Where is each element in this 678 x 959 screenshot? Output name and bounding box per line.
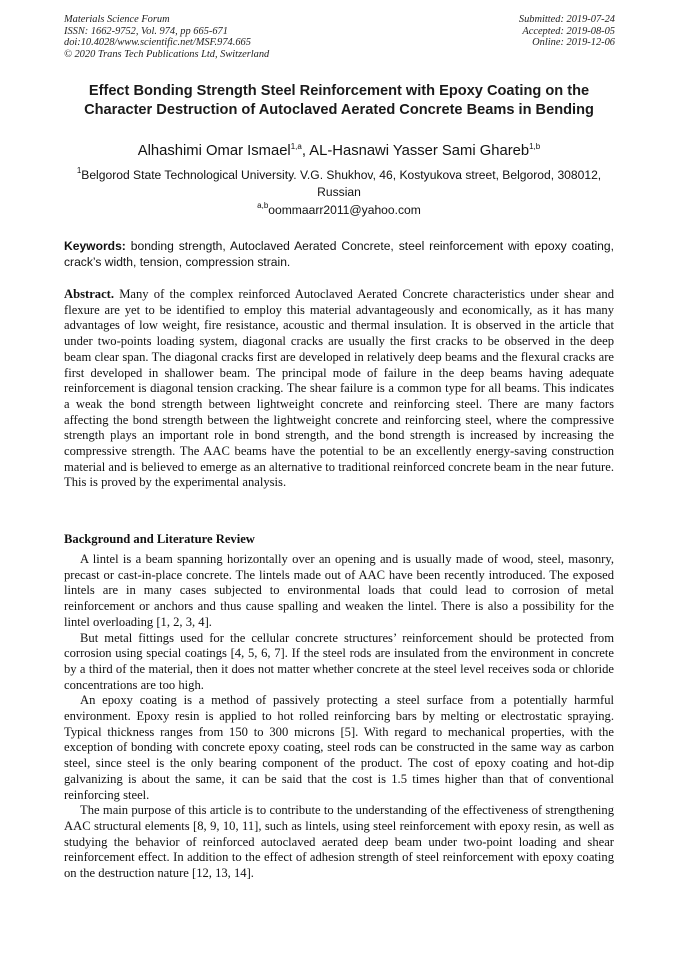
online-date: Online: 2019-12-06: [532, 37, 615, 49]
author-name: Alhashimi Omar Ismael: [137, 143, 291, 159]
author-separator: ,: [301, 143, 310, 159]
affiliation-superscript: 1: [76, 166, 82, 175]
paper-title: Effect Bonding Strength Steel Reinforcement with Epoxy Coating on the Character Destruction of Autoclaved Aerated Concrete Beams in Bending: [84, 83, 594, 118]
author-superscript: 1,b: [529, 142, 541, 151]
author-superscript: 1,a: [290, 142, 302, 151]
keywords: [64, 238, 614, 270]
accepted-date: Accepted: 2019-08-05: [522, 25, 615, 37]
issn-line: ISSN: 1662-9752, Vol. 974, pp 665-671: [64, 25, 228, 37]
abstract: [64, 287, 614, 491]
submitted-date: Submitted: 2019-07-24: [518, 14, 615, 25]
affiliation: [62, 167, 616, 201]
body-paragraph: An epoxy coating is a method of passively protecting a steel surface from a potentially harmful environment. Epoxy resin is applied to hot rolled reinforcing bars by melting or electrostatic spraying. Typical thickness ranges from 150 to 300 microns [5]. With regard to mechanical properties, with the exception of bonding with concrete epoxy coating, steel rods can be constructed in the same way as carbon steel, since steel is the only bearing component of the product. The cost of epoxy coating and hot-dip galvanizing is about the same, it can be said that the cost is 1.5 times higher than that of conventional reinforcing steel.: [64, 693, 614, 802]
body-paragraph: A lintel is a beam spanning horizontally over an opening and is usually made of wood, steel, masonry, precast or cast-in-place concrete. The lintels made out of AAC have been recently introduced. The exposed lintels are in many cases subjected to environmental loads that could lead to corrosion of metal reinforcement or anchors and thus cause spalling and weaken the lintel. There is also a possibility for the lintel overloading [1, 2, 3, 4].: [64, 552, 614, 629]
section-body: [64, 552, 614, 882]
author-name: AL-Hasnawi Yasser Sami Ghareb: [309, 143, 530, 159]
abstract-label: Abstract.: [64, 287, 115, 301]
copyright-line: © 2020 Trans Tech Publications Ltd, Switzerland: [64, 48, 270, 60]
body-paragraph: But metal fittings used for the cellular concrete structures’ reinforcement should be protected from corrosion using special coatings [4, 5, 6, 7]. If the steel rods are insulated from the environment in concrete by a third of the material, then it does not matter whether concrete at the steel level receives soda or chloride concentrations are too high.: [64, 630, 614, 692]
email-superscript: a,b: [257, 201, 269, 210]
keywords-label: Keywords:: [64, 239, 126, 253]
journal-name: Materials Science Forum: [64, 14, 170, 25]
publication-dates: [519, 14, 615, 49]
section-heading: Background and Literature Review: [64, 532, 255, 546]
keywords-text: bonding strength, Autoclaved Aerated Concrete, steel reinforcement with epoxy coating, crack’s width, tension, compression strain.: [64, 239, 614, 269]
email-address[interactable]: oommaarr2011@yahoo.com: [268, 203, 421, 217]
affiliation-text: Belgorod State Technological University. V.G. Shukhov, 46, Kostyukova street, Belgorod, 308012, Russian: [81, 168, 602, 199]
journal-info: [64, 14, 269, 60]
abstract-text: Many of the complex reinforced Autoclaved Aerated Concrete characteristics under shear and flexure are yet to be identified to employ this material advantageously and economically, as it has many advantages of low weight, fire resistance, acoustic and thermal insulation. It is observed in the article that under two-points loading system, diagonal cracks are usually the first cracks to be observed in the deep beam clear span. The diagonal cracks first are developed in relatively deep beams and the flexural cracks are first developed in shallower beam. The principal mode of failure in the deep beams having adequate reinforcement is diagonal tension cracking. The shear failure is a common type for all beams. This indicates a weak the bond strength between lightweight concrete and reinforcing steel. There are many factors affecting the bond strength between the lightweight concrete and reinforcing steel, where the compressive strength plays an important role in bond strength, and the bond strength is increased by increasing the compressive strength. The AAC beams have the potential to be an excellently energy-saving construction material and is believed to emerge as an alternative to traditional reinforced concrete beam in the near future. This is proved by the experimental analysis.: [64, 287, 614, 490]
email-line: [62, 203, 616, 218]
doi-line: doi:10.4028/www.scientific.net/MSF.974.665: [64, 37, 251, 49]
body-paragraph: The main purpose of this article is to contribute to the understanding of the effectiveness of strengthening AAC structural elements [8, 9, 10, 11], such as lintels, using steel reinforcement with epoxy resin, as well as studying the behavior of reinforced autoclaved aerated deep beam under two-point loading and shear reinforcement effect. In addition to the effect of adhesion strength of steel reinforcement with epoxy coating on the destruction nature [12, 13, 14].: [64, 803, 614, 881]
author-list: [60, 142, 618, 160]
